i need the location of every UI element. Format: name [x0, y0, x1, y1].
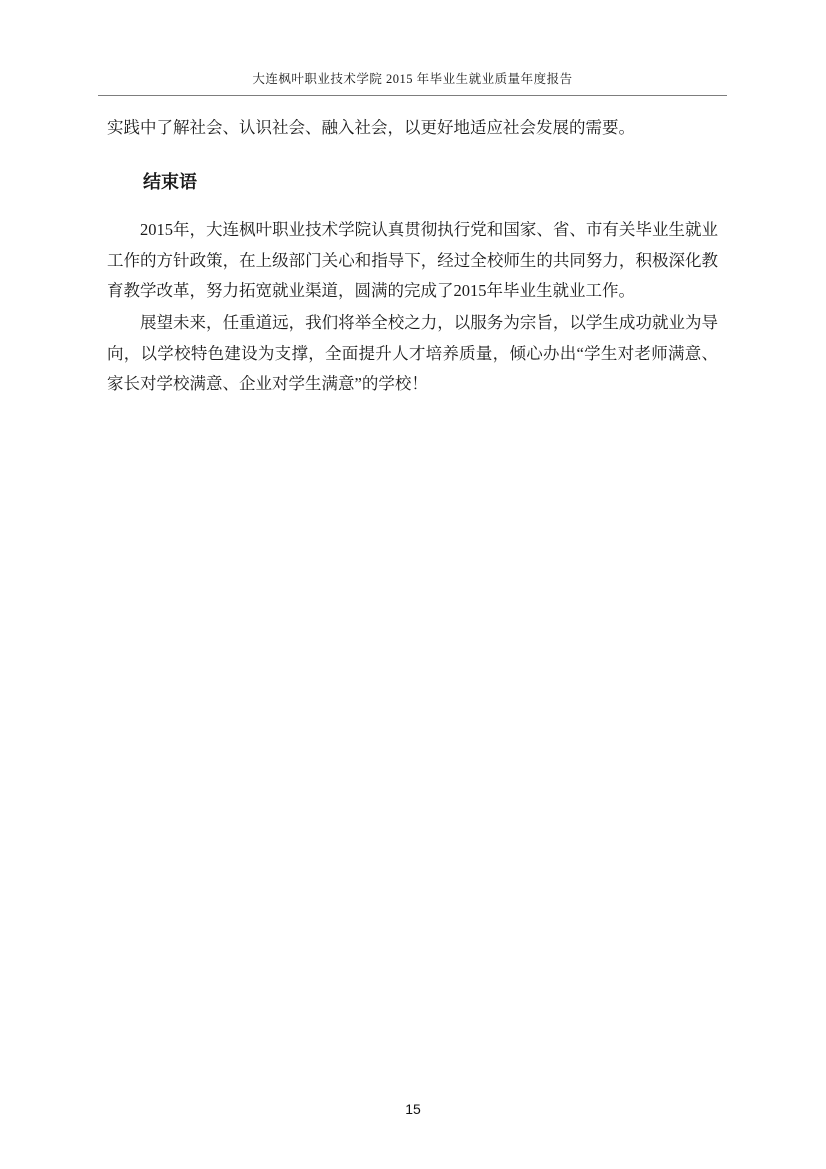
intro-paragraph: 实践中了解社会、认识社会、融入社会，以更好地适应社会发展的需要。 [107, 118, 635, 137]
paragraph-1 [107, 215, 718, 307]
page-number: 15 [405, 1101, 421, 1117]
header-title: 大连枫叶职业技术学院 2015 年毕业生就业质量年度报告 [252, 72, 573, 86]
paragraph-line: 家长对学校满意、企业对学生满意”的学校！ [107, 374, 428, 393]
page-header [98, 68, 727, 96]
paragraph-line: 2015年，大连枫叶职业技术学院认真贯彻执行党和国家、省、市有关毕业生就业 [140, 220, 718, 239]
page-footer [0, 1099, 826, 1119]
document-body [107, 113, 718, 400]
paragraph-line: 育教学改革，努力拓宽就业渠道，圆满的完成了2015年毕业生就业工作。 [107, 281, 635, 300]
paragraph-line: 展望未来，任重道远，我们将举全校之力，以服务为宗旨，以学生成功就业为导 [140, 313, 718, 332]
paragraph-line: 工作的方针政策，在上级部门关心和指导下，经过全校师生的共同努力，积极深化教 [107, 250, 718, 270]
section-heading: 结束语 [143, 171, 197, 192]
paragraph-2 [107, 308, 718, 400]
paragraph-line: 向，以学校特色建设为支撑，全面提升人才培养质量，倾心办出“学生对老师满意、 [107, 343, 718, 363]
